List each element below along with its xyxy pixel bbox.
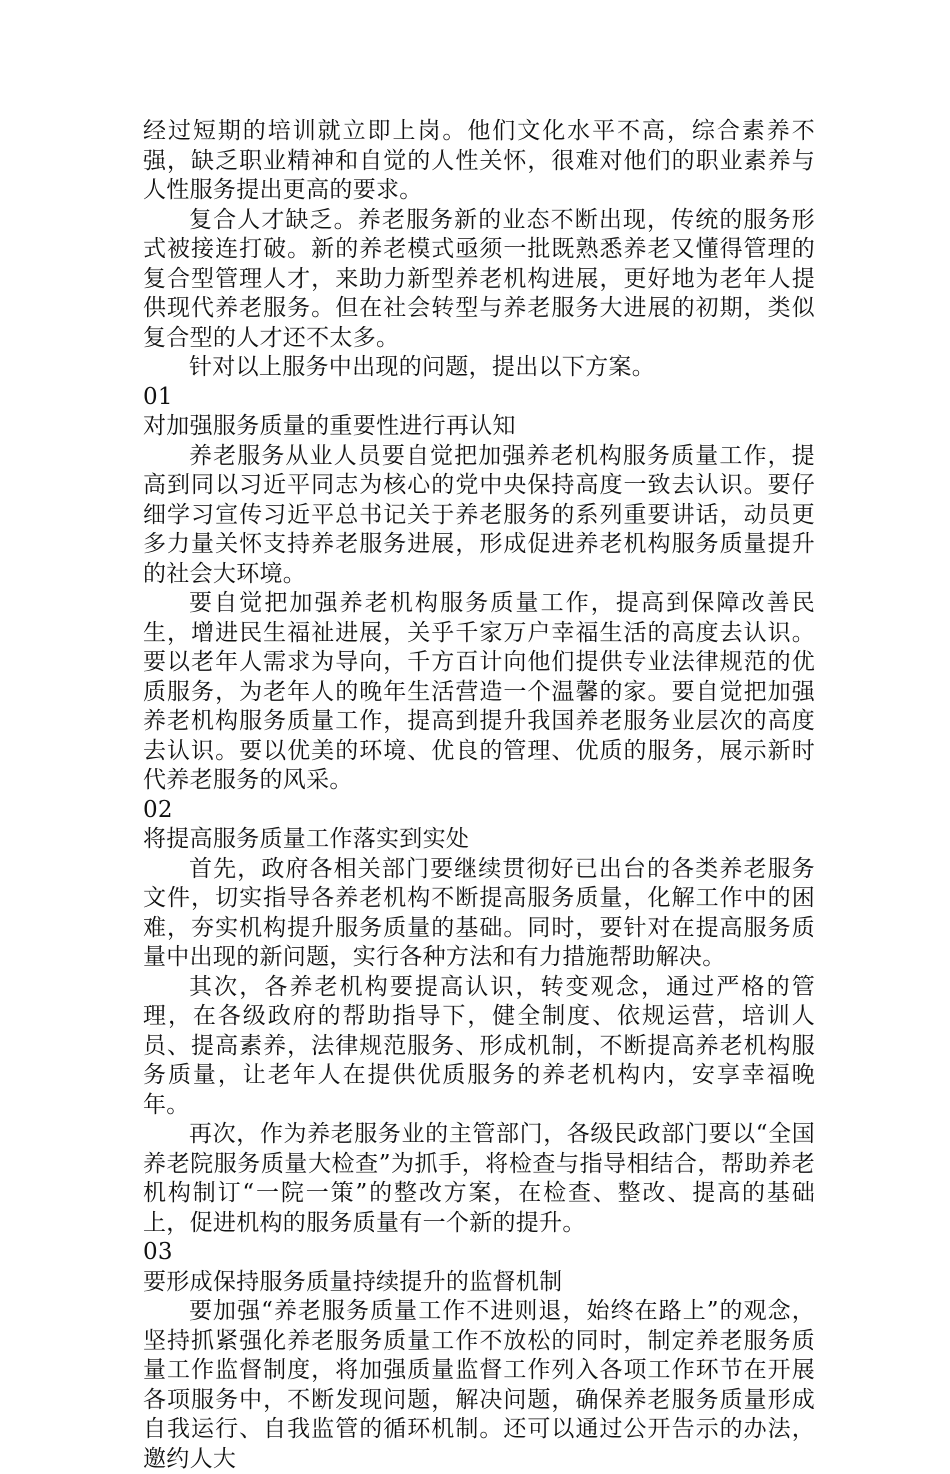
paragraph-intro-continuation: 经过短期的培训就立即上岗。他们文化水平不高，综合素养不强，缺乏职业精神和自觉的人性关怀，很难对他们的职业素养与人性服务提出更高的要求。 [143, 118, 815, 203]
paragraph-section-02-b: 其次，各养老机构要提高认识，转变观念，通过严格的管理，在各级政府的帮助指导下，健全制度、依规运营，培训人员、提高素养，法律规范服务、形成机制，不断提高养老机构服务质量，让老年人在提供优质服务的养老机构内，安享幸福晚年。 [143, 973, 815, 1118]
paragraph-section-03-a: 要加强“养老服务质量工作不进则退，始终在路上”的观念，坚持抓紧强化养老服务质量工作不放松的同时，制定养老服务质量工作监督制度，将加强质量监督工作列入各项工作环节在开展各项服务中，不断发现问题，解决问题，确保养老服务质量形成自我运行、自我监管的循环机制。还可以通过公开告示的办法，邀约人大 [143, 1298, 815, 1472]
paragraph-talent-shortage: 复合人才缺乏。养老服务新的业态不断出现，传统的服务形式被接连打破。新的养老模式亟须一批既熟悉养老又懂得管理的复合型管理人才，来助力新型养老机构进展，更好地为老年人提供现代养老服务。但在社会转型与养老服务大进展的初期，类似复合型的人才还不太多。 [143, 206, 815, 351]
paragraph-section-02-c: 再次，作为养老服务业的主管部门，各级民政部门要以“全国养老院服务质量大检查”为抓手，将检查与指导相结合，帮助养老机构制订“一院一策”的整改方案，在检查、整改、提高的基础上，促进机构的服务质量有一个新的提升。 [143, 1121, 815, 1236]
paragraph-section-01-b: 要自觉把加强养老机构服务质量工作，提高到保障改善民生，增进民生福祉进展，关乎千家万户幸福生活的高度去认识。要以老年人需求为导向，千方百计向他们提供专业法律规范的优质服务，为老年人的晚年生活营造一个温馨的家。要自觉把加强养老机构服务质量工作，提高到提升我国养老服务业层次的高度去认识。要以优美的环境、优良的管理、优质的服务，展示新时代养老服务的风采。 [143, 590, 815, 793]
section-heading-03: 要形成保持服务质量持续提升的监督机制 [143, 1268, 563, 1295]
section-number-02: 02 [143, 796, 173, 823]
section-heading-01: 对加强服务质量的重要性进行再认知 [143, 413, 516, 439]
paragraph-solution-intro: 针对以上服务中出现的问题，提出以下方案。 [189, 354, 655, 380]
document-body [143, 117, 815, 1474]
paragraph-section-02-a: 首先，政府各相关部门要继续贯彻好已出台的各类养老服务文件，切实指导各养老机构不断提高服务质量，化解工作中的困难，夯实机构提升服务质量的基础。同时，要针对在提高服务质量中出现的新问题，实行各种方法和有力措施帮助解决。 [143, 855, 815, 970]
section-number-03: 03 [143, 1239, 173, 1265]
section-heading-02: 将提高服务质量工作落实到实处 [143, 826, 470, 852]
paragraph-section-01-a: 养老服务从业人员要自觉把加强养老机构服务质量工作，提高到同以习近平同志为核心的党中央保持高度一致去认识。要仔细学习宣传习近平总书记关于养老服务的系列重要讲话，动员更多力量关怀支持养老服务进展，形成促进养老机构服务质量提升的社会大环境。 [143, 442, 815, 587]
section-number-01: 01 [143, 383, 173, 410]
